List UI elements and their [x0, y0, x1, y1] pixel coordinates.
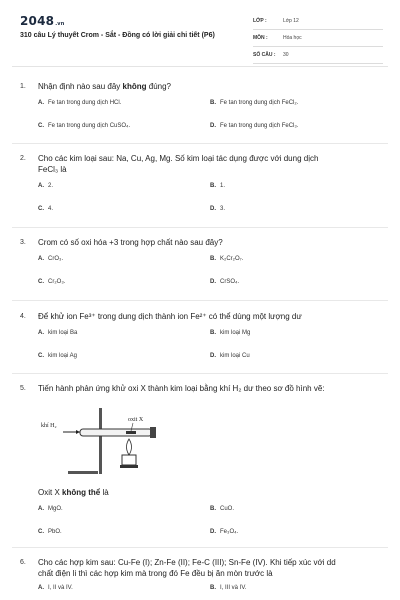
option-key: A. [38, 330, 44, 336]
option-b[interactable] [210, 506, 234, 512]
option-text: I, III và IV. [220, 585, 247, 591]
question-divider [12, 143, 388, 144]
option-key: A. [38, 506, 44, 512]
option-text: MgO. [48, 506, 63, 512]
question-number: 1. [20, 83, 26, 90]
meta-row-count [253, 47, 383, 64]
option-key: C. [38, 279, 44, 285]
option-b[interactable] [210, 256, 243, 262]
option-key: D. [210, 206, 216, 212]
oxide-sample [126, 431, 136, 434]
option-text: I, II và IV. [48, 585, 73, 591]
meta-row-subject [253, 30, 383, 47]
option-a[interactable] [38, 256, 63, 262]
question-text-part: là [100, 488, 109, 497]
option-key: A. [38, 585, 44, 591]
question-divider [12, 227, 388, 228]
stand-base [68, 471, 98, 474]
reduction-apparatus-diagram [38, 405, 178, 480]
question-text-part: Oxit X [38, 488, 63, 497]
option-b[interactable] [210, 330, 250, 336]
option-c[interactable] [38, 529, 62, 535]
option-text: CrO₃. [48, 256, 64, 262]
document-header [0, 0, 400, 66]
question-divider [12, 373, 388, 374]
option-text: kim loại Ba [48, 330, 78, 336]
option-text: kim loại Mg [220, 330, 251, 336]
option-c[interactable] [38, 123, 130, 129]
question-3 [20, 237, 390, 296]
question-text-line: chất điện li thì các hợp kim mà trong đó Fe đều bị ăn mòn trước là [38, 569, 273, 578]
option-text: Fe₃O₄. [220, 529, 239, 535]
question-number: 3. [20, 239, 26, 246]
question-text [20, 311, 390, 322]
question-5-sub [20, 487, 390, 546]
option-key: B. [210, 100, 216, 106]
option-key: D. [210, 529, 216, 535]
question-text-part: Để khử ion Fe³⁺ trong dung dịch thành ion Fe²⁺ có thể dùng một lượng dư [38, 312, 302, 321]
option-d[interactable] [210, 123, 299, 129]
option-d[interactable] [210, 529, 238, 535]
meta-value: Hóa học [283, 35, 302, 41]
question-text-line: Cho các kim loại sau: Na, Cu, Ag, Mg. Số kim loại tác dụng được với dung dịch [38, 154, 319, 163]
option-key: C. [38, 353, 44, 359]
meta-row-class [253, 13, 383, 30]
figure-label-left: khí H₂ [41, 423, 57, 429]
meta-table [253, 13, 383, 64]
question-1 [20, 81, 390, 140]
option-key: C. [38, 123, 44, 129]
option-key: B. [210, 506, 216, 512]
option-key: B. [210, 256, 216, 262]
option-key: B. [210, 330, 216, 336]
option-key: B. [210, 585, 216, 591]
question-text-part: Crom có số oxi hóa +3 trong hợp chất nào sau đây? [38, 238, 223, 247]
option-text: kim loại Ag [48, 353, 78, 359]
question-text [20, 557, 390, 579]
option-key: A. [38, 256, 44, 262]
option-a[interactable] [38, 330, 77, 336]
answer-options [20, 506, 390, 546]
meta-value: 30 [283, 52, 289, 58]
option-a[interactable] [38, 100, 121, 106]
option-key: A. [38, 100, 44, 106]
answer-options [20, 183, 390, 223]
option-text: Fe tan trong dung dịch FeCl₃. [220, 123, 299, 129]
meta-label: LỚP : [253, 18, 267, 24]
answer-options [20, 330, 390, 370]
question-4 [20, 311, 390, 370]
question-text-part: đúng? [146, 82, 171, 91]
site-logo[interactable] [20, 14, 65, 28]
question-text-part: Nhận định nào sau đây [38, 82, 123, 91]
option-text: kim loại Cu [220, 353, 250, 359]
question-text [20, 383, 390, 394]
option-text: 2. [48, 183, 54, 189]
logo-suffix: .vn [55, 21, 65, 27]
meta-value: Lớp 12 [283, 18, 299, 24]
question-emphasis: không [122, 82, 147, 91]
option-b[interactable] [210, 585, 246, 591]
question-number: 4. [20, 313, 26, 320]
answer-options [20, 100, 390, 140]
option-c[interactable] [38, 279, 65, 285]
option-a[interactable] [38, 585, 73, 591]
question-6 [20, 557, 390, 595]
option-text: PbO. [48, 529, 62, 535]
option-text: CuO. [220, 506, 235, 512]
question-text-line: FeCl₃ là [38, 165, 67, 174]
option-key: C. [38, 529, 44, 535]
question-emphasis: không thể [62, 488, 101, 497]
question-2 [20, 153, 390, 223]
option-key: A. [38, 183, 44, 189]
option-text: 3. [220, 206, 226, 212]
question-divider [12, 300, 388, 301]
option-key: B. [210, 183, 216, 189]
tube-stopper [150, 427, 156, 438]
question-number: 5. [20, 385, 26, 392]
stand-pole [99, 408, 102, 474]
option-d[interactable] [210, 353, 250, 359]
option-b[interactable] [210, 183, 225, 189]
meta-label: SỐ CÂU : [253, 52, 276, 58]
option-key: D. [210, 353, 216, 359]
question-text [20, 237, 390, 248]
option-key: D. [210, 279, 216, 285]
apparatus-figure [38, 405, 178, 480]
figure-label-right: oxit X [128, 417, 144, 423]
question-number: 2. [20, 155, 26, 162]
meta-label: MÔN : [253, 35, 268, 41]
header-divider [12, 66, 388, 67]
option-text: K₂Cr₂O₇. [220, 256, 244, 262]
option-text: Fe tan trong dung dịch FeCl₂. [220, 100, 299, 106]
option-a[interactable] [38, 183, 53, 189]
option-a[interactable] [38, 506, 63, 512]
option-text: CrSO₄. [220, 279, 240, 285]
reaction-tube [80, 429, 152, 436]
option-c[interactable] [38, 353, 77, 359]
answer-options [20, 585, 390, 595]
question-divider [12, 547, 388, 548]
question-text-part: Tiến hành phản ứng khử oxi X thành kim loại bằng khí H₂ dư theo sơ đồ hình vẽ: [38, 384, 325, 393]
question-text-line: Cho các hợp kim sau: Cu-Fe (I); Zn-Fe (II); Fe-C (III); Sn-Fe (IV). Khi tiếp xúc với dd [38, 558, 336, 567]
question-text [20, 81, 390, 92]
question-5 [20, 383, 390, 394]
question-subtext [20, 487, 390, 498]
option-c[interactable] [38, 206, 53, 212]
option-key: C. [38, 206, 44, 212]
document-title: 310 câu Lý thuyết Crom - Sắt - Đồng có lời giải chi tiết (P6) [20, 32, 215, 39]
option-d[interactable] [210, 279, 239, 285]
option-key: D. [210, 123, 216, 129]
option-text: Fe tan trong dung dịch HCl. [48, 100, 122, 106]
option-text: 1. [220, 183, 226, 189]
option-text: Fe tan trong dung dịch CuSO₄. [48, 123, 131, 129]
option-d[interactable] [210, 206, 225, 212]
answer-options [20, 256, 390, 296]
logo-main: 2048 [20, 14, 55, 28]
burner [122, 455, 136, 465]
question-number: 6. [20, 559, 26, 566]
option-text: Cr₂O₃. [48, 279, 66, 285]
option-b[interactable] [210, 100, 298, 106]
question-text [20, 153, 390, 175]
option-text: 4. [48, 206, 54, 212]
